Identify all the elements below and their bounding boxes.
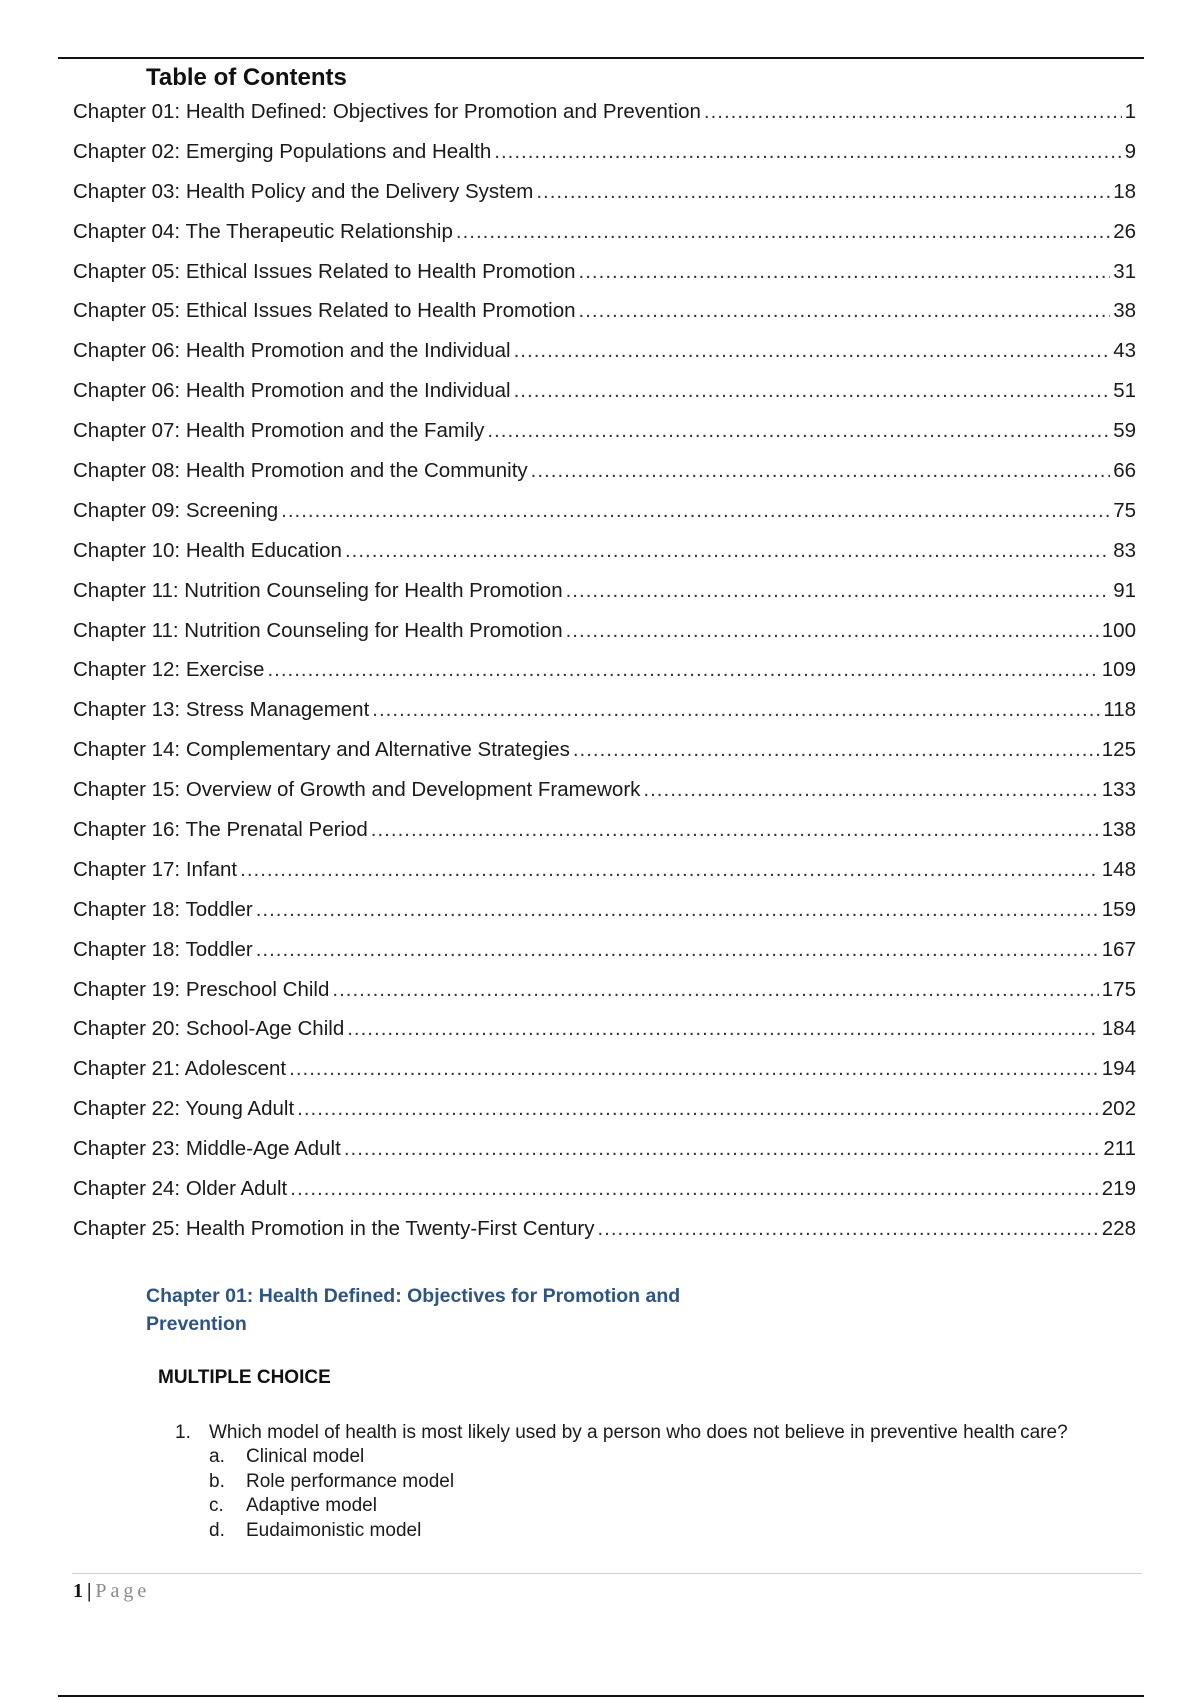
toc-entry[interactable] xyxy=(73,856,1136,896)
toc-entry-page: 100 xyxy=(1101,618,1136,642)
toc-entry-title: Chapter 24: Older Adult xyxy=(73,1177,288,1201)
toc-list xyxy=(73,98,1136,1255)
toc-entry[interactable] xyxy=(73,98,1136,138)
toc-entry-title: Chapter 06: Health Promotion and the Individual xyxy=(73,339,511,363)
option-letter: a. xyxy=(209,1446,225,1467)
toc-entry-page: 59 xyxy=(1113,419,1136,443)
toc-entry-page: 159 xyxy=(1101,897,1136,921)
toc-entry[interactable] xyxy=(73,816,1136,856)
toc-entry-title: Chapter 04: The Therapeutic Relationship xyxy=(73,219,453,243)
option-text: Clinical model xyxy=(246,1446,365,1467)
toc-entry-title: Chapter 05: Ethical Issues Related to Health Promotion xyxy=(73,299,576,323)
toc-leader-dots xyxy=(240,856,1099,884)
toc-leader-dots xyxy=(704,98,1122,126)
answer-option xyxy=(209,1470,1135,1495)
footer-separator: | xyxy=(87,1580,92,1602)
toc-leader-dots xyxy=(566,577,1111,605)
bottom-border-rule xyxy=(58,1695,1144,1697)
toc-entry-page: 38 xyxy=(1113,299,1136,323)
toc-entry[interactable] xyxy=(73,776,1136,816)
answer-option xyxy=(209,1494,1135,1519)
toc-entry-title: Chapter 11: Nutrition Counseling for Health Promotion xyxy=(73,578,563,602)
toc-entry-title: Chapter 19: Preschool Child xyxy=(73,977,330,1001)
question-text: Which model of health is most likely used by a person who does not believe in preventive health care? xyxy=(209,1422,1068,1443)
toc-entry-title: Chapter 03: Health Policy and the Delivery System xyxy=(73,179,534,203)
toc-entry[interactable] xyxy=(73,178,1136,218)
option-text: Role performance model xyxy=(246,1470,455,1492)
toc-leader-dots xyxy=(289,1055,1099,1083)
toc-leader-dots xyxy=(332,976,1098,1004)
toc-entry-title: Chapter 11: Nutrition Counseling for Health Promotion xyxy=(73,618,563,642)
toc-entry-page: 75 xyxy=(1113,498,1136,522)
toc-entry-title: Chapter 12: Exercise xyxy=(73,658,265,682)
toc-leader-dots xyxy=(456,218,1110,246)
option-text: Adaptive model xyxy=(246,1495,377,1516)
toc-entry[interactable] xyxy=(73,896,1136,936)
toc-entry-title: Chapter 22: Young Adult xyxy=(73,1097,295,1121)
toc-entry-page: 91 xyxy=(1113,578,1136,602)
question-row xyxy=(175,1421,1135,1445)
toc-entry-page: 228 xyxy=(1101,1216,1136,1240)
toc-entry-title: Chapter 23: Middle-Age Adult xyxy=(73,1137,341,1161)
page-footer xyxy=(73,1580,150,1603)
toc-entry-title: Chapter 18: Toddler xyxy=(73,897,253,921)
toc-entry-page: 202 xyxy=(1101,1097,1136,1121)
toc-entry-page: 219 xyxy=(1101,1177,1136,1201)
toc-entry[interactable] xyxy=(73,976,1136,1016)
toc-entry[interactable] xyxy=(73,1175,1136,1215)
toc-leader-dots xyxy=(256,936,1099,964)
toc-entry-page: 184 xyxy=(1101,1017,1136,1041)
toc-entry[interactable] xyxy=(73,1055,1136,1095)
toc-entry-page: 194 xyxy=(1101,1057,1136,1081)
toc-entry-title: Chapter 07: Health Promotion and the Family xyxy=(73,419,485,443)
option-letter: c. xyxy=(209,1495,224,1516)
toc-entry-page: 43 xyxy=(1113,339,1136,363)
toc-entry[interactable] xyxy=(73,258,1136,298)
chapter-heading: Chapter 01: Health Defined: Objectives for Promotion and Prevention xyxy=(146,1285,681,1335)
toc-leader-dots xyxy=(514,337,1111,365)
toc-entry[interactable] xyxy=(73,1015,1136,1055)
toc-entry[interactable] xyxy=(73,417,1136,457)
toc-entry-title: Chapter 01: Health Defined: Objectives for Promotion and Prevention xyxy=(73,100,701,123)
toc-entry-title: Chapter 17: Infant xyxy=(73,857,238,881)
toc-leader-dots xyxy=(267,656,1098,684)
toc-entry[interactable] xyxy=(73,138,1136,178)
toc-entry-page: 31 xyxy=(1113,259,1136,283)
toc-entry-title: Chapter 13: Stress Management xyxy=(73,698,370,722)
toc-entry[interactable] xyxy=(73,1135,1136,1175)
toc-entry-page: 138 xyxy=(1101,818,1136,842)
question xyxy=(175,1421,1135,1543)
toc-entry-title: Chapter 25: Health Promotion in the Twenty-First Century xyxy=(73,1216,595,1240)
toc-entry-title: Chapter 18: Toddler xyxy=(73,937,253,961)
option-letter: d. xyxy=(209,1519,225,1541)
toc-entry[interactable] xyxy=(73,377,1136,417)
toc-leader-dots xyxy=(345,537,1110,565)
toc-leader-dots xyxy=(579,258,1111,286)
toc-entry[interactable] xyxy=(73,577,1136,617)
toc-entry-title: Chapter 15: Overview of Growth and Development Framework xyxy=(73,778,641,802)
toc-entry-page: 26 xyxy=(1113,219,1136,243)
footer-page-word: Page xyxy=(95,1580,151,1602)
question-number: 1. xyxy=(175,1422,191,1443)
toc-entry-title: Chapter 10: Health Education xyxy=(73,538,342,562)
toc-entry-page: 125 xyxy=(1101,738,1136,762)
toc-entry-title: Chapter 08: Health Promotion and the Community xyxy=(73,459,528,483)
top-border-rule xyxy=(58,57,1144,59)
toc-entry[interactable] xyxy=(73,696,1136,736)
toc-entry-page: 118 xyxy=(1103,698,1136,722)
toc-entry-title: Chapter 21: Adolescent xyxy=(73,1057,287,1081)
toc-entry-page: 211 xyxy=(1103,1137,1136,1161)
footer-page-number: 1 xyxy=(73,1580,83,1602)
toc-entry-page: 1 xyxy=(1124,100,1136,123)
toc-entry[interactable] xyxy=(73,457,1136,497)
toc-entry[interactable] xyxy=(73,656,1136,696)
toc-heading: Table of Contents xyxy=(146,64,347,91)
toc-entry[interactable] xyxy=(73,1215,1136,1255)
toc-entry[interactable] xyxy=(73,617,1136,657)
toc-leader-dots xyxy=(531,457,1111,485)
toc-entry-title: Chapter 09: Screening xyxy=(73,498,279,522)
answer-options xyxy=(209,1445,1135,1543)
option-text: Eudaimonistic model xyxy=(246,1519,422,1541)
toc-entry[interactable] xyxy=(73,1095,1136,1135)
toc-entry-page: 9 xyxy=(1124,139,1136,163)
toc-leader-dots xyxy=(536,178,1110,206)
toc-entry[interactable] xyxy=(73,736,1136,776)
option-letter: b. xyxy=(209,1470,225,1492)
toc-entry-page: 66 xyxy=(1113,459,1136,483)
toc-leader-dots xyxy=(579,297,1111,325)
toc-entry-title: Chapter 06: Health Promotion and the Individual xyxy=(73,379,511,403)
toc-leader-dots xyxy=(514,377,1111,405)
toc-leader-dots xyxy=(281,497,1110,525)
toc-leader-dots xyxy=(290,1175,1099,1203)
toc-leader-dots xyxy=(297,1095,1099,1123)
toc-leader-dots xyxy=(643,776,1098,804)
answer-option xyxy=(209,1519,1135,1544)
toc-leader-dots xyxy=(344,1135,1101,1163)
toc-leader-dots xyxy=(573,736,1099,764)
toc-leader-dots xyxy=(487,417,1110,445)
toc-entry-page: 51 xyxy=(1113,379,1136,403)
toc-entry[interactable] xyxy=(73,218,1136,258)
toc-entry[interactable] xyxy=(73,337,1136,377)
answer-option xyxy=(209,1445,1135,1470)
toc-entry-page: 83 xyxy=(1113,538,1136,562)
toc-entry-page: 18 xyxy=(1113,179,1136,203)
toc-entry[interactable] xyxy=(73,497,1136,537)
toc-entry-title: Chapter 20: School-Age Child xyxy=(73,1017,345,1041)
toc-entry-page: 175 xyxy=(1101,977,1136,1001)
toc-entry-title: Chapter 16: The Prenatal Period xyxy=(73,818,368,842)
toc-entry-title: Chapter 02: Emerging Populations and Health xyxy=(73,139,492,163)
toc-leader-dots xyxy=(494,138,1121,166)
toc-entry-page: 109 xyxy=(1101,658,1136,682)
section-label: MULTIPLE CHOICE xyxy=(158,1367,331,1388)
toc-entry[interactable] xyxy=(73,537,1136,577)
toc-leader-dots xyxy=(372,696,1100,724)
toc-entry-title: Chapter 05: Ethical Issues Related to Health Promotion xyxy=(73,259,576,283)
toc-leader-dots xyxy=(347,1015,1099,1043)
toc-entry-page: 148 xyxy=(1101,857,1136,881)
toc-leader-dots xyxy=(371,816,1099,844)
toc-entry[interactable] xyxy=(73,936,1136,976)
toc-leader-dots xyxy=(597,1215,1098,1243)
toc-entry[interactable] xyxy=(73,297,1136,337)
toc-entry-title: Chapter 14: Complementary and Alternative Strategies xyxy=(73,738,570,762)
toc-leader-dots xyxy=(566,617,1099,645)
footer-rule xyxy=(72,1573,1142,1574)
toc-leader-dots xyxy=(256,896,1099,924)
toc-entry-page: 133 xyxy=(1101,778,1136,802)
toc-entry-page: 167 xyxy=(1101,937,1136,961)
